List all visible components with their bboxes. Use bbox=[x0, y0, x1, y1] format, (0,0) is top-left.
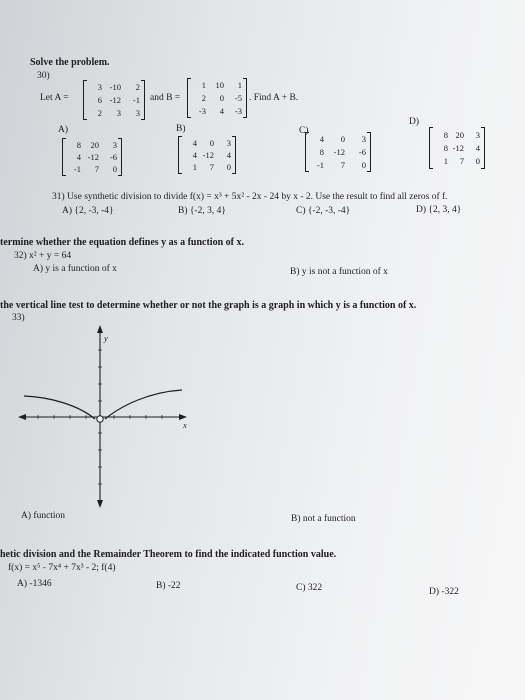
option-c-matrix-cell: -12 bbox=[333, 146, 345, 157]
option-c-matrix-cell: 8 bbox=[319, 146, 324, 157]
option-d-matrix-cell: 4 bbox=[475, 142, 480, 153]
option-a-matrix-cell: 7 bbox=[94, 164, 99, 174]
question-33-option-a[interactable]: A) function bbox=[21, 511, 66, 521]
option-b-matrix-cell: 4 bbox=[192, 150, 197, 160]
matrix-b-cell: 0 bbox=[219, 92, 224, 103]
option-c-matrix-cell: 4 bbox=[319, 134, 324, 145]
question-31-option-a[interactable]: A) {2, -3, -4} bbox=[62, 206, 114, 216]
matrix-b-cell: -5 bbox=[234, 92, 242, 103]
option-b-matrix-cell: 0 bbox=[209, 138, 214, 148]
option-d-matrix-cell: 0 bbox=[475, 156, 480, 167]
matrix-b-cell: 10 bbox=[215, 80, 224, 91]
option-a-matrix-cell: -1 bbox=[73, 164, 81, 174]
option-d-matrix-cell: -12 bbox=[452, 142, 464, 153]
matrix-b-cell: -3 bbox=[234, 105, 242, 116]
question-33-number: 33) bbox=[12, 313, 25, 323]
question-33-option-b[interactable]: B) not a function bbox=[291, 514, 356, 524]
option-c-matrix-cell: 0 bbox=[340, 134, 345, 145]
question-34-option-c[interactable]: C) 322 bbox=[296, 583, 323, 593]
option-c-matrix-cell: 7 bbox=[340, 159, 345, 170]
question-30-option-b-label[interactable]: B) bbox=[176, 124, 186, 134]
question-30-option-d-label[interactable]: D) bbox=[409, 117, 420, 127]
option-c-matrix-cell: -6 bbox=[358, 146, 366, 157]
option-b-matrix-cell: 0 bbox=[226, 162, 231, 172]
matrix-b-cell: 2 bbox=[201, 92, 206, 103]
question-30-and-text: and B = bbox=[150, 93, 181, 103]
graph-x-arrow-left bbox=[18, 414, 26, 420]
option-a-matrix-cell: 0 bbox=[112, 164, 117, 174]
question-30-find-text: . Find A + B. bbox=[249, 93, 299, 103]
section-3-instructions: the vertical line test to determine whether or not the graph is a graph in which y is a function of x. bbox=[0, 300, 417, 311]
question-30-option-a-label[interactable]: A) bbox=[58, 125, 69, 135]
option-d-matrix-cell: 8 bbox=[443, 142, 448, 153]
option-c-matrix-cell: -1 bbox=[316, 159, 324, 170]
option-d-matrix-cell: 7 bbox=[459, 156, 464, 167]
option-d-matrix-cell: 8 bbox=[443, 129, 448, 140]
matrix-a-cell: 2 bbox=[135, 82, 140, 93]
option-d-matrix-cell: 20 bbox=[455, 129, 464, 140]
question-31-option-c[interactable]: C) {-2, -3, -4} bbox=[296, 206, 351, 216]
option-b-matrix-cell: -12 bbox=[202, 150, 214, 160]
option-b-matrix-cell: 1 bbox=[192, 162, 197, 172]
question-34-option-d[interactable]: D) -322 bbox=[429, 587, 459, 597]
option-a-matrix-cell: 8 bbox=[76, 140, 81, 150]
matrix-b-cell: 1 bbox=[237, 80, 242, 91]
option-a-matrix-cell: 3 bbox=[112, 140, 117, 150]
matrix-b-cell: 1 bbox=[201, 80, 206, 91]
option-a-matrix-cell: -12 bbox=[87, 152, 99, 162]
graph-curve-right bbox=[105, 390, 182, 419]
option-a-matrix-cell: -6 bbox=[109, 152, 117, 162]
question-34-option-a[interactable]: A) -1346 bbox=[17, 579, 52, 589]
graph-y-arrow-up bbox=[97, 325, 103, 333]
option-d-matrix-cell: 1 bbox=[443, 156, 448, 167]
question-31-option-b[interactable]: B) {-2, 3, 4} bbox=[178, 206, 226, 216]
matrix-a-cell: 3 bbox=[116, 107, 121, 118]
matrix-b-cell: -3 bbox=[198, 105, 206, 116]
option-c-matrix-cell: 0 bbox=[361, 159, 366, 170]
option-b-matrix-cell: 4 bbox=[226, 150, 231, 160]
option-c-matrix-cell: 3 bbox=[361, 134, 366, 145]
graph-open-point bbox=[97, 416, 103, 422]
matrix-a-cell: -12 bbox=[109, 94, 121, 105]
question-30-let-text: Let A = bbox=[40, 93, 69, 103]
question-32-equation: 32) x² + y = 64 bbox=[14, 251, 72, 261]
section-heading: Solve the problem. bbox=[30, 57, 110, 68]
option-a-matrix-cell: 4 bbox=[76, 152, 81, 162]
question-32-option-a[interactable]: A) y is a function of x bbox=[33, 264, 117, 274]
question-34-function: f(x) = x⁵ - 7x⁴ + 7x³ - 2; f(4) bbox=[8, 563, 116, 573]
graph-y-label: y bbox=[104, 333, 108, 343]
section-4-instructions: hetic division and the Remainder Theorem to find the indicated function value. bbox=[0, 549, 337, 560]
graph-y-arrow-down bbox=[97, 500, 103, 508]
option-a-matrix-cell: 20 bbox=[90, 140, 99, 150]
matrix-a-cell: -1 bbox=[132, 94, 140, 105]
matrix-a-cell: 3 bbox=[135, 107, 140, 118]
matrix-a-cell: -10 bbox=[109, 82, 121, 93]
option-b-matrix-cell: 3 bbox=[226, 138, 231, 148]
question-30-number: 30) bbox=[37, 71, 50, 81]
matrix-a-cell: 6 bbox=[97, 94, 102, 105]
option-d-matrix-cell: 3 bbox=[475, 129, 480, 140]
option-b-matrix-cell: 4 bbox=[192, 138, 197, 148]
section-2-instructions: termine whether the equation defines y as a function of x. bbox=[0, 237, 244, 248]
graph-curve-left bbox=[24, 396, 95, 419]
question-34-option-b[interactable]: B) -22 bbox=[156, 581, 181, 591]
graph-x-label: x bbox=[183, 420, 187, 430]
option-b-matrix-cell: 7 bbox=[209, 162, 214, 172]
question-31-option-d[interactable]: D) {2, 3, 4} bbox=[416, 205, 462, 215]
question-32-option-b[interactable]: B) y is not a function of x bbox=[290, 267, 388, 277]
matrix-b-cell: 4 bbox=[219, 105, 224, 116]
question-30-option-c-label[interactable]: C) bbox=[299, 126, 309, 136]
question-31-text: 31) Use synthetic division to divide f(x) = x³ + 5x² - 2x - 24 by x - 2. Use the result to find all zeros of f. bbox=[52, 192, 448, 202]
matrix-a-cell: 3 bbox=[97, 82, 102, 93]
matrix-a-cell: 2 bbox=[97, 107, 102, 118]
